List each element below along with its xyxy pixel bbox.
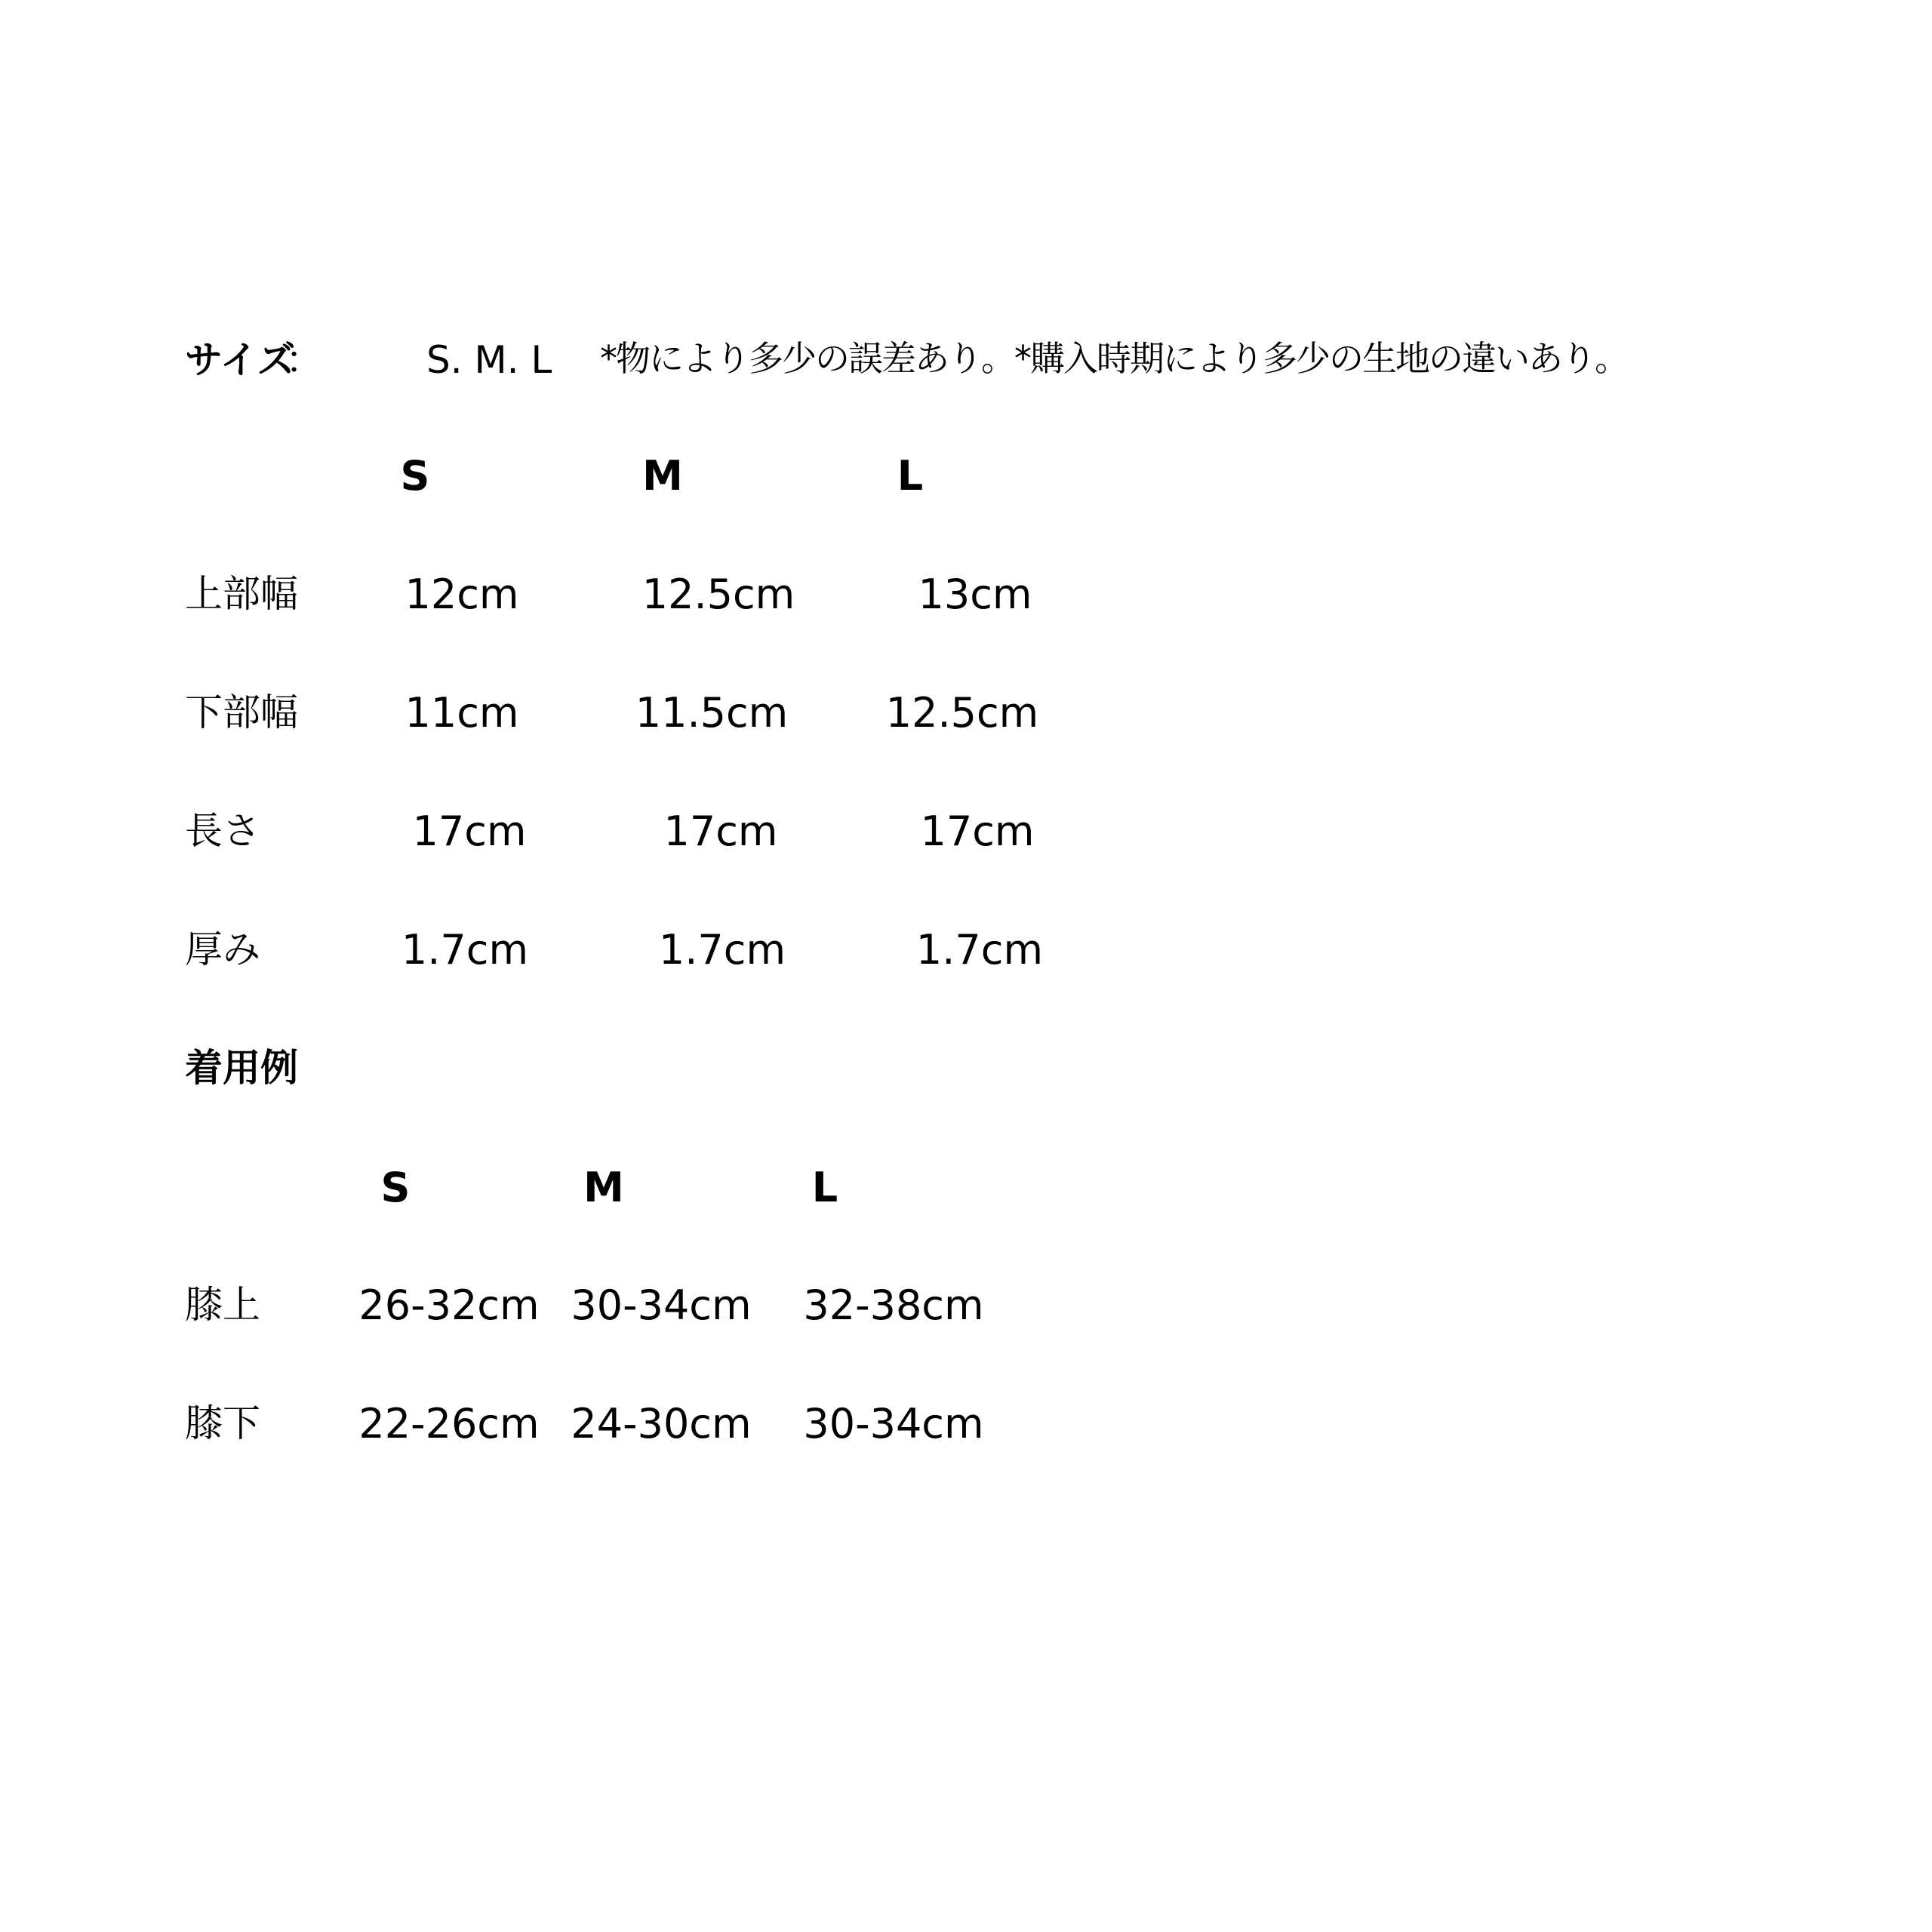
spec-row-label: 下部幅 bbox=[185, 691, 298, 734]
usage-cell: 32-38cm bbox=[803, 1281, 984, 1329]
usage-header-l: L bbox=[811, 1164, 838, 1211]
spec-header-m: M bbox=[642, 452, 683, 500]
spec-header-s: S bbox=[400, 452, 430, 500]
size-label: サイズ bbox=[185, 338, 295, 382]
spec-cell: 1.7cm bbox=[915, 926, 1044, 974]
spec-cell: 17cm bbox=[920, 808, 1035, 855]
usage-row-label: 膝上 bbox=[185, 1283, 260, 1327]
spec-row-label: 上部幅 bbox=[185, 572, 298, 616]
spec-row-label: 厚み bbox=[185, 928, 260, 971]
usage-row-label: 膝下 bbox=[185, 1401, 260, 1445]
spec-cell: 13cm bbox=[918, 571, 1032, 618]
spec-cell: 12cm bbox=[405, 571, 519, 618]
size-note: *物により多少の誤差あり。*購入時期により多少の生地の違いあり。 bbox=[600, 338, 1628, 379]
usage-cell: 30-34cm bbox=[571, 1281, 752, 1329]
spec-row-label: 長さ bbox=[185, 809, 260, 853]
usage-cell: 22-26cm bbox=[358, 1400, 540, 1447]
usage-cell: 26-32cm bbox=[358, 1281, 540, 1329]
size-colon: ： bbox=[285, 338, 323, 382]
spec-cell: 11.5cm bbox=[635, 689, 789, 737]
usage-title: 着用例 bbox=[185, 1046, 298, 1090]
spec-cell: 12.5cm bbox=[641, 571, 795, 618]
spec-cell: 11cm bbox=[405, 689, 519, 737]
usage-header-s: S bbox=[380, 1164, 411, 1211]
spec-cell: 1.7cm bbox=[401, 926, 529, 974]
size-options: S. M. L bbox=[426, 338, 552, 382]
spec-header-l: L bbox=[897, 452, 924, 500]
spec-cell: 12.5cm bbox=[885, 689, 1039, 737]
usage-cell: 24-30cm bbox=[571, 1400, 752, 1447]
spec-cell: 1.7cm bbox=[658, 926, 786, 974]
spec-cell: 17cm bbox=[663, 808, 778, 855]
spec-cell: 17cm bbox=[412, 808, 527, 855]
usage-cell: 30-34cm bbox=[803, 1400, 984, 1447]
usage-header-m: M bbox=[583, 1164, 624, 1211]
